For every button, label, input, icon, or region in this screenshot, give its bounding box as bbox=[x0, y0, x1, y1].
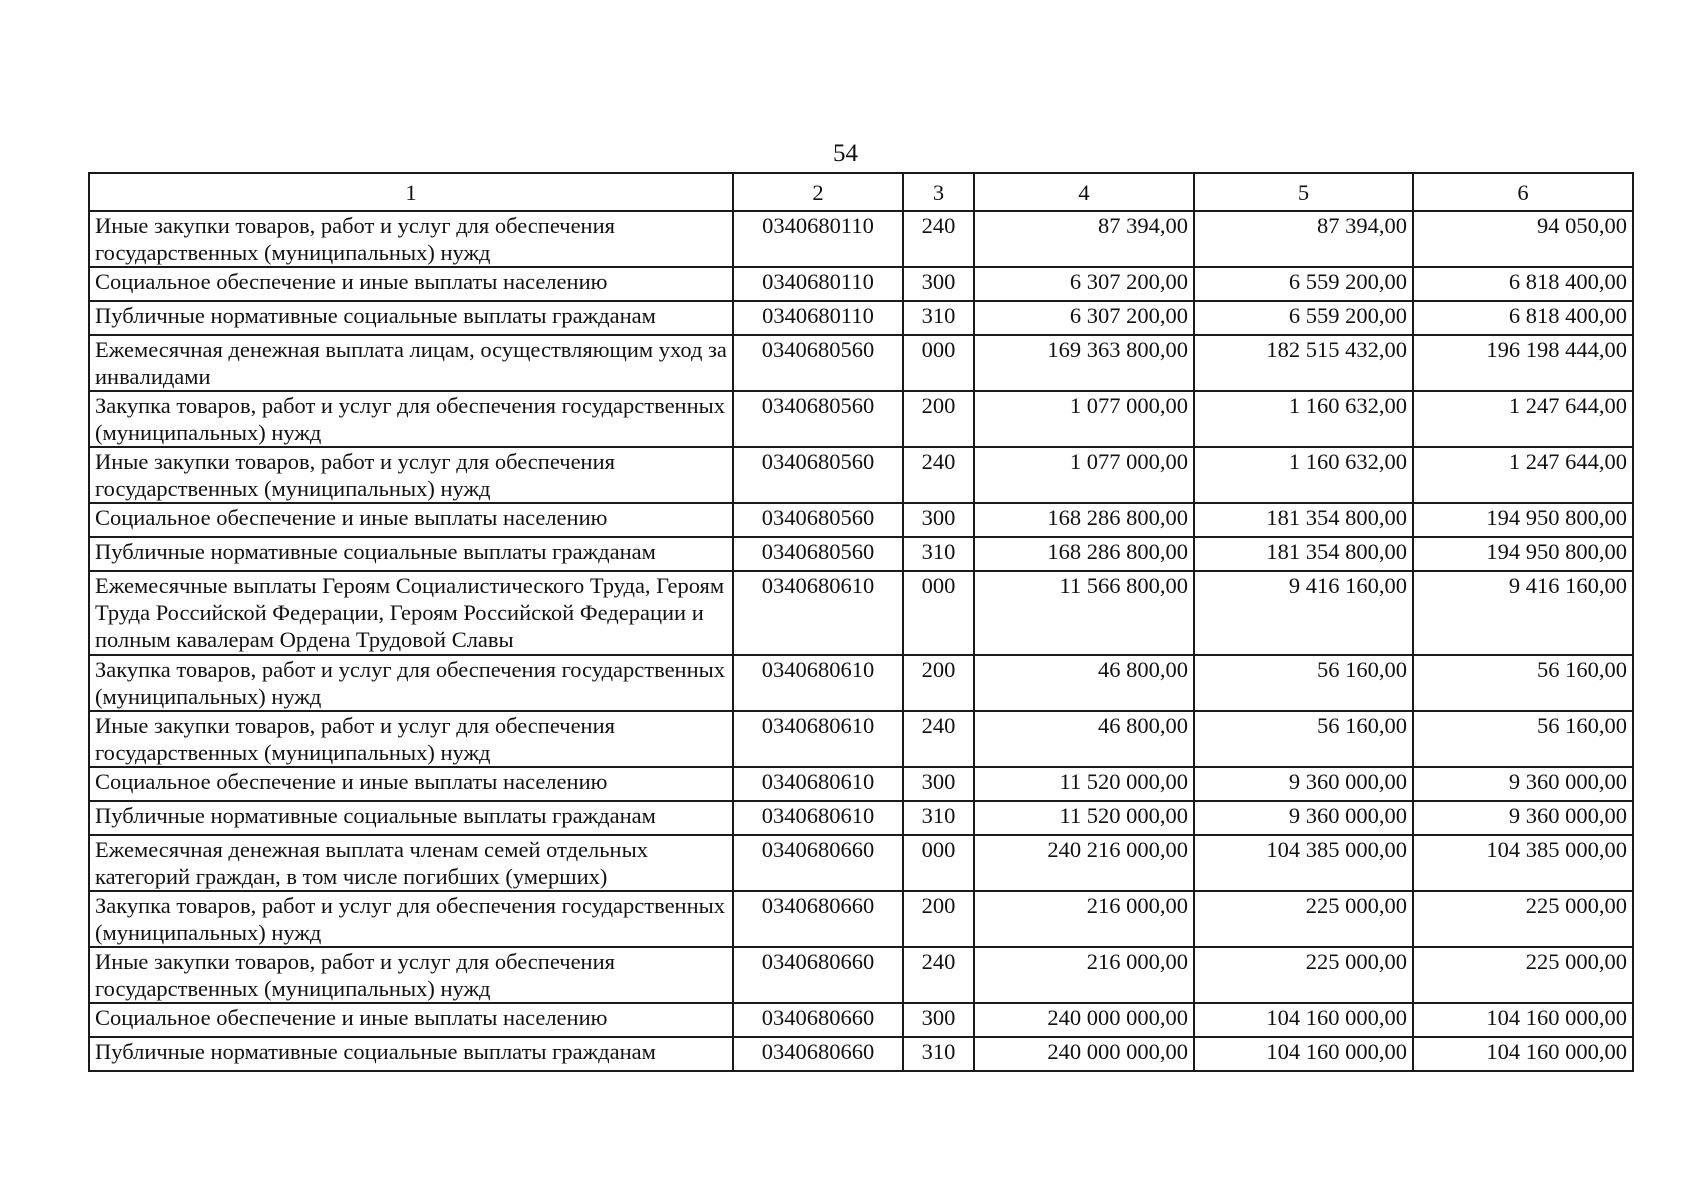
table-row bbox=[89, 835, 1633, 891]
row-code: 0340680610 bbox=[733, 655, 903, 711]
row-value-col4: 1 077 000,00 bbox=[974, 447, 1194, 503]
row-value-col4: 240 000 000,00 bbox=[974, 1003, 1194, 1037]
table-row bbox=[89, 447, 1633, 503]
row-name: Публичные нормативные социальные выплаты гражданам bbox=[89, 1037, 733, 1071]
table-row bbox=[89, 211, 1633, 267]
row-value-col4: 6 307 200,00 bbox=[974, 267, 1194, 301]
row-code: 0340680560 bbox=[733, 447, 903, 503]
row-value-col5: 9 360 000,00 bbox=[1194, 801, 1413, 835]
row-value-col4: 11 520 000,00 bbox=[974, 801, 1194, 835]
row-type: 240 bbox=[903, 447, 974, 503]
table-row bbox=[89, 335, 1633, 391]
row-name: Публичные нормативные социальные выплаты гражданам bbox=[89, 801, 733, 835]
table-row bbox=[89, 711, 1633, 767]
row-code: 0340680660 bbox=[733, 1003, 903, 1037]
row-name: Иные закупки товаров, работ и услуг для обеспечения государственных (муниципальных) нужд bbox=[89, 711, 733, 767]
row-value-col5: 56 160,00 bbox=[1194, 711, 1413, 767]
row-type: 200 bbox=[903, 655, 974, 711]
row-name: Закупка товаров, работ и услуг для обеспечения государственных (муниципальных) нужд bbox=[89, 391, 733, 447]
row-name: Закупка товаров, работ и услуг для обеспечения государственных (муниципальных) нужд bbox=[89, 891, 733, 947]
row-type: 000 bbox=[903, 335, 974, 391]
row-value-col6: 1 247 644,00 bbox=[1413, 447, 1633, 503]
row-name: Ежемесячная денежная выплата лицам, осуществляющим уход за инвалидами bbox=[89, 335, 733, 391]
row-value-col5: 225 000,00 bbox=[1194, 947, 1413, 1003]
row-name: Социальное обеспечение и иные выплаты населению bbox=[89, 267, 733, 301]
header-cell-3: 3 bbox=[903, 173, 974, 211]
row-value-col5: 1 160 632,00 bbox=[1194, 391, 1413, 447]
row-value-col5: 182 515 432,00 bbox=[1194, 335, 1413, 391]
row-code: 0340680660 bbox=[733, 891, 903, 947]
row-type: 200 bbox=[903, 391, 974, 447]
row-code: 0340680560 bbox=[733, 503, 903, 537]
row-value-col5: 9 360 000,00 bbox=[1194, 767, 1413, 801]
row-type: 300 bbox=[903, 267, 974, 301]
row-name: Публичные нормативные социальные выплаты гражданам bbox=[89, 537, 733, 571]
row-type: 240 bbox=[903, 211, 974, 267]
row-type: 000 bbox=[903, 835, 974, 891]
table-row bbox=[89, 301, 1633, 335]
row-value-col5: 181 354 800,00 bbox=[1194, 537, 1413, 571]
page-number: 54 bbox=[833, 140, 858, 167]
row-type: 310 bbox=[903, 801, 974, 835]
row-code: 0340680560 bbox=[733, 335, 903, 391]
row-type: 240 bbox=[903, 947, 974, 1003]
row-value-col4: 216 000,00 bbox=[974, 891, 1194, 947]
row-value-col5: 56 160,00 bbox=[1194, 655, 1413, 711]
budget-table bbox=[88, 172, 1634, 1072]
budget-table-body bbox=[89, 173, 1633, 1071]
row-value-col5: 6 559 200,00 bbox=[1194, 267, 1413, 301]
row-name: Иные закупки товаров, работ и услуг для обеспечения государственных (муниципальных) нужд bbox=[89, 211, 733, 267]
row-value-col6: 196 198 444,00 bbox=[1413, 335, 1633, 391]
row-code: 0340680110 bbox=[733, 301, 903, 335]
table-row bbox=[89, 571, 1633, 655]
row-code: 0340680110 bbox=[733, 211, 903, 267]
row-name: Закупка товаров, работ и услуг для обеспечения государственных (муниципальных) нужд bbox=[89, 655, 733, 711]
table-row bbox=[89, 267, 1633, 301]
header-cell-5: 5 bbox=[1194, 173, 1413, 211]
row-name: Социальное обеспечение и иные выплаты населению bbox=[89, 767, 733, 801]
table-row bbox=[89, 801, 1633, 835]
row-name: Ежемесячная денежная выплата членам семей отдельных категорий граждан, в том числе погибших (умерших) bbox=[89, 835, 733, 891]
row-type: 240 bbox=[903, 711, 974, 767]
table-row bbox=[89, 891, 1633, 947]
header-cell-4: 4 bbox=[974, 173, 1194, 211]
row-value-col5: 104 160 000,00 bbox=[1194, 1037, 1413, 1071]
row-value-col5: 1 160 632,00 bbox=[1194, 447, 1413, 503]
table-row bbox=[89, 391, 1633, 447]
row-value-col6: 6 818 400,00 bbox=[1413, 267, 1633, 301]
row-code: 0340680610 bbox=[733, 767, 903, 801]
row-value-col4: 87 394,00 bbox=[974, 211, 1194, 267]
row-value-col6: 1 247 644,00 bbox=[1413, 391, 1633, 447]
row-type: 300 bbox=[903, 503, 974, 537]
row-value-col6: 56 160,00 bbox=[1413, 655, 1633, 711]
row-code: 0340680610 bbox=[733, 801, 903, 835]
row-name: Ежемесячные выплаты Героям Социалистического Труда, Героям Труда Российской Федерации, Героям Российской Федерации и полным кавалерам Ордена Трудовой Славы bbox=[89, 571, 733, 655]
header-cell-1: 1 bbox=[89, 173, 733, 211]
row-code: 0340680660 bbox=[733, 835, 903, 891]
row-value-col6: 194 950 800,00 bbox=[1413, 537, 1633, 571]
row-type: 300 bbox=[903, 1003, 974, 1037]
row-code: 0340680110 bbox=[733, 267, 903, 301]
row-value-col4: 240 216 000,00 bbox=[974, 835, 1194, 891]
row-value-col4: 240 000 000,00 bbox=[974, 1037, 1194, 1071]
row-code: 0340680560 bbox=[733, 537, 903, 571]
row-value-col6: 104 385 000,00 bbox=[1413, 835, 1633, 891]
row-value-col6: 9 416 160,00 bbox=[1413, 571, 1633, 655]
table-header-row bbox=[89, 173, 1633, 211]
row-code: 0340680610 bbox=[733, 711, 903, 767]
row-value-col5: 225 000,00 bbox=[1194, 891, 1413, 947]
row-value-col6: 104 160 000,00 bbox=[1413, 1003, 1633, 1037]
row-value-col6: 225 000,00 bbox=[1413, 947, 1633, 1003]
row-type: 310 bbox=[903, 301, 974, 335]
row-value-col5: 6 559 200,00 bbox=[1194, 301, 1413, 335]
row-value-col4: 168 286 800,00 bbox=[974, 503, 1194, 537]
row-name: Социальное обеспечение и иные выплаты населению bbox=[89, 503, 733, 537]
row-value-col5: 181 354 800,00 bbox=[1194, 503, 1413, 537]
row-value-col6: 225 000,00 bbox=[1413, 891, 1633, 947]
row-value-col6: 9 360 000,00 bbox=[1413, 801, 1633, 835]
row-value-col5: 104 160 000,00 bbox=[1194, 1003, 1413, 1037]
row-value-col4: 6 307 200,00 bbox=[974, 301, 1194, 335]
row-value-col6: 194 950 800,00 bbox=[1413, 503, 1633, 537]
row-value-col4: 169 363 800,00 bbox=[974, 335, 1194, 391]
table-row bbox=[89, 767, 1633, 801]
table-row bbox=[89, 503, 1633, 537]
row-code: 0340680560 bbox=[733, 391, 903, 447]
row-code: 0340680660 bbox=[733, 947, 903, 1003]
row-name: Иные закупки товаров, работ и услуг для обеспечения государственных (муниципальных) нужд bbox=[89, 947, 733, 1003]
row-value-col6: 9 360 000,00 bbox=[1413, 767, 1633, 801]
table-row bbox=[89, 1003, 1633, 1037]
row-value-col6: 6 818 400,00 bbox=[1413, 301, 1633, 335]
row-type: 200 bbox=[903, 891, 974, 947]
row-type: 000 bbox=[903, 571, 974, 655]
table-row bbox=[89, 537, 1633, 571]
row-value-col4: 168 286 800,00 bbox=[974, 537, 1194, 571]
row-name: Иные закупки товаров, работ и услуг для обеспечения государственных (муниципальных) нужд bbox=[89, 447, 733, 503]
row-value-col4: 46 800,00 bbox=[974, 655, 1194, 711]
row-value-col6: 104 160 000,00 bbox=[1413, 1037, 1633, 1071]
row-code: 0340680610 bbox=[733, 571, 903, 655]
row-type: 310 bbox=[903, 537, 974, 571]
row-code: 0340680660 bbox=[733, 1037, 903, 1071]
row-value-col4: 216 000,00 bbox=[974, 947, 1194, 1003]
row-value-col5: 9 416 160,00 bbox=[1194, 571, 1413, 655]
header-cell-2: 2 bbox=[733, 173, 903, 211]
table-row bbox=[89, 947, 1633, 1003]
row-name: Публичные нормативные социальные выплаты гражданам bbox=[89, 301, 733, 335]
row-value-col4: 1 077 000,00 bbox=[974, 391, 1194, 447]
row-value-col6: 56 160,00 bbox=[1413, 711, 1633, 767]
table-row bbox=[89, 655, 1633, 711]
header-cell-6: 6 bbox=[1413, 173, 1633, 211]
row-type: 310 bbox=[903, 1037, 974, 1071]
row-value-col4: 11 566 800,00 bbox=[974, 571, 1194, 655]
row-value-col4: 11 520 000,00 bbox=[974, 767, 1194, 801]
row-name: Социальное обеспечение и иные выплаты населению bbox=[89, 1003, 733, 1037]
row-value-col5: 87 394,00 bbox=[1194, 211, 1413, 267]
row-value-col5: 104 385 000,00 bbox=[1194, 835, 1413, 891]
row-value-col6: 94 050,00 bbox=[1413, 211, 1633, 267]
row-type: 300 bbox=[903, 767, 974, 801]
table-row bbox=[89, 1037, 1633, 1071]
row-value-col4: 46 800,00 bbox=[974, 711, 1194, 767]
